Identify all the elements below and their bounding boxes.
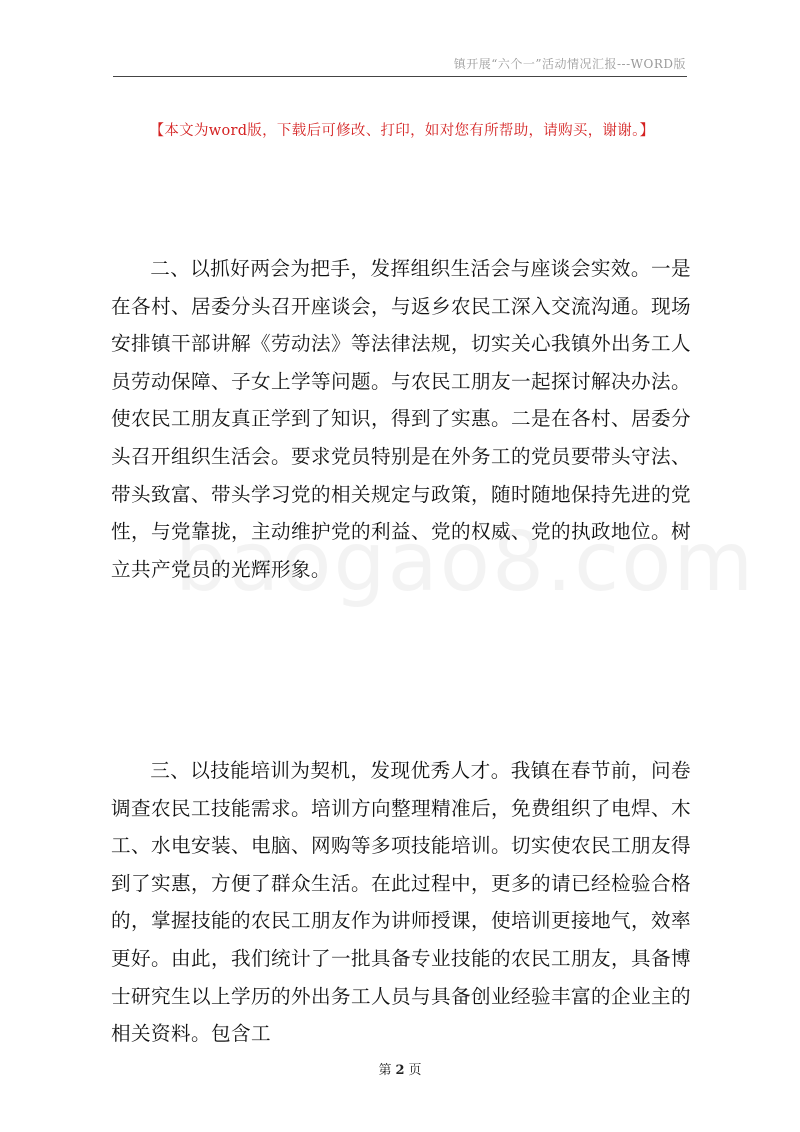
header-divider bbox=[113, 76, 687, 77]
footer-suffix: 页 bbox=[408, 1063, 422, 1078]
running-header: 镇开展“六个一”活动情况汇报---WORD版 bbox=[453, 57, 686, 71]
paragraph-section-two: 二、以抓好两会为把手，发挥组织生活会与座谈会实效。一是在各村、居委分头召开座谈会，与返乡农民工深入交流沟通。现场安排镇干部讲解《劳动法》等法律法规，切实关心我镇外出务工人员劳动保障、子女上学等问题。与农民工朋友一起探讨解决办法。使农民工朋友真正学到了知识，得到了实惠。二是在各村、居委分头召开组织生活会。要求党员特别是在外务工的党员要带头守法、带头致富、带头学习党的相关规定与政策，随时随地保持先进的党性，与党靠拢，主动维护党的利益、党的权威、党的执政地位。树立共产党员的光辉形象。 bbox=[111, 257, 691, 581]
footer-prefix: 第 bbox=[378, 1063, 392, 1078]
page-number: 2 bbox=[395, 1063, 405, 1078]
download-notice: 【本文为word版，下载后可修改、打印，如对您有所帮助，请购买，谢谢。】 bbox=[149, 123, 655, 139]
page-footer bbox=[0, 1059, 800, 1078]
paragraph-section-three: 三、以技能培训为契机，发现优秀人才。我镇在春节前，问卷调查农民工技能需求。培训方向整理精准后，免费组织了电焊、木工、水电安装、电脑、网购等多项技能培训。切实使农民工朋友得到了实惠，方便了群众生活。在此过程中，更多的请已经检验合格的，掌握技能的农民工朋友作为讲师授课，使培训更接地气，效率更好。由此，我们统计了一批具备专业技能的农民工朋友，具备博士研究生以上学历的外出务工人员与具备创业经验丰富的企业主的相关资料。包含工 bbox=[111, 759, 691, 1046]
